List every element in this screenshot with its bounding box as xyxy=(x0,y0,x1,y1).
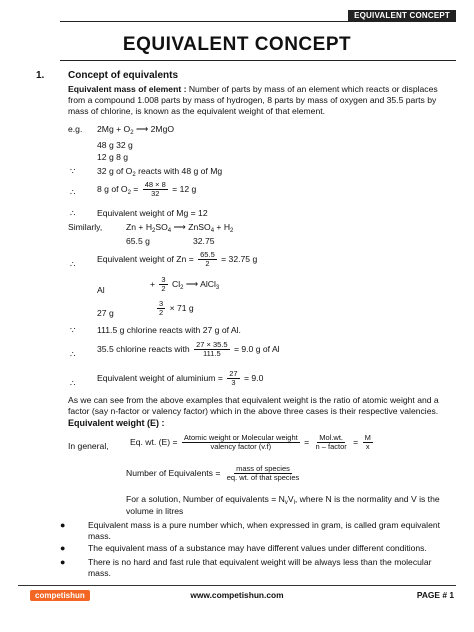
definition-text: Number of parts by mass of an element which reacts or displaces from a compound 1.008 parts by mass of hydrogen, 8 parts by mass of oxygen and 35.5 parts by mass of chlorine, is known as the equivalent weight of that element. xyxy=(68,84,438,116)
page-title: EQUIVALENT CONCEPT xyxy=(122,34,352,55)
definition-label: Equivalent mass of element : xyxy=(68,84,187,94)
bullet-icon: ● xyxy=(60,520,66,530)
ex3-mass-cl: $\frac{3}{2}$ × 71 g xyxy=(159,299,194,317)
eg-label: e.g. xyxy=(68,124,83,134)
therefore-symbol-5: ∴ xyxy=(70,378,76,388)
ex2-calc: Equivalent weight of Zn = $\frac{65.5}{2}$ = 32.75 g xyxy=(97,250,258,268)
ex3-final: Equivalent weight of aluminium = $\frac{27}{3}$ = 9.0 xyxy=(97,369,264,387)
equiv-formula: Number of Equivalents = $\frac{\text{mass of species}}{\text{eq. wt. of that species}}$ xyxy=(126,464,300,482)
summary-paragraph: As we can see from the above examples that equivalent weight is the ratio of atomic weight and a factor (say n-factor or valency factor) which in the above three cases is their respective valencies. xyxy=(68,395,439,416)
therefore-symbol-3: ∴ xyxy=(70,259,76,269)
ex1-masses-2: 12 g 8 g xyxy=(97,152,129,162)
similarly-label: Similarly, xyxy=(68,222,103,232)
footer-rule xyxy=(18,585,456,586)
therefore-symbol-4: ∴ xyxy=(70,349,76,359)
bullet-icon: ● xyxy=(60,543,66,553)
arrow-icon: ⟶ xyxy=(185,278,199,289)
because-symbol-2: ∵ xyxy=(70,325,76,335)
general-label: In general, xyxy=(68,441,109,451)
ex2-equation: $Zn + H_2SO_4$ ⟶ ZnSO$_4$ + $H_2$ xyxy=(126,222,234,234)
arrow-icon: ⟶ xyxy=(173,222,186,232)
ex1-calc: 8 g of $O_2$ = $\frac{48 \times 8}{32}$ = 12 g xyxy=(97,180,197,198)
ex2-mass-h: 32.75 xyxy=(193,236,215,246)
header-rule xyxy=(60,21,456,22)
therefore-symbol-2: ∴ xyxy=(70,208,76,218)
ex3-al: Al xyxy=(97,285,105,295)
competishun-logo: competishun xyxy=(30,590,90,601)
because-symbol: ∵ xyxy=(70,166,76,176)
ex3-mass-al: 27 g xyxy=(97,308,114,318)
arrow-icon: ⟶ xyxy=(135,124,149,134)
ex3-because: 111.5 g chlorine reacts with 27 g of Al. xyxy=(97,325,241,335)
therefore-symbol: ∴ xyxy=(70,187,76,197)
bullet-item: The equivalent mass of a substance may have different values under different conditions. xyxy=(88,543,427,553)
section-heading: Concept of equivalents xyxy=(68,70,179,81)
bullet-item: Equivalent mass is a pure number which, when expressed in gram, is called gram equivalent mass. xyxy=(88,520,441,541)
eqw-heading: Equivalent weight (E) : xyxy=(68,418,165,428)
definition-paragraph xyxy=(68,84,443,117)
ex1-equation: $2Mg + O_2$ ⟶ 2MgO xyxy=(97,124,175,136)
ex1-because: 32 g of $O_2$ reacts with 48 g of Mg xyxy=(97,166,223,178)
footer-url[interactable]: www.competishun.com xyxy=(190,590,284,600)
header-tag: EQUIVALENT CONCEPT xyxy=(348,10,456,21)
ex3-equation: + $\frac{3}{2}$ $Cl_2$ ⟶ AlCl$_3$ xyxy=(150,275,220,293)
ex1-masses-1: 48 g 32 g xyxy=(97,140,133,150)
ex3-calc: 35.5 chlorine reacts with $\frac{27 \times 35.5}{111.5}$ = 9.0 g of Al xyxy=(97,340,280,358)
title-rule xyxy=(60,60,456,61)
bullet-item: There is no hard and fast rule that equivalent weight will be always less than the molecular mass. xyxy=(88,557,432,578)
ex1-result: Equivalent weight of Mg = 12 xyxy=(97,208,208,218)
volume-line: volume in litres xyxy=(126,506,184,516)
solution-line: For a solution, Number of equivalents = $N_vV_l$, where N is the normality and V is the xyxy=(126,494,440,506)
general-formula: Eq. wt. (E) = $\frac{\text{Atomic weight or Molecular weight}}{\text{valency factor (v.f)}}$ = $\frac{\text{Mol.wt.}}{\text{n – factor}}$ = $\frac{M}{x}$ xyxy=(130,433,371,451)
bullet-icon: ● xyxy=(60,557,66,567)
ex2-mass-zn: 65.5 g xyxy=(126,236,150,246)
page-number: PAGE # 1 xyxy=(416,590,454,600)
section-number: 1. xyxy=(36,70,45,81)
